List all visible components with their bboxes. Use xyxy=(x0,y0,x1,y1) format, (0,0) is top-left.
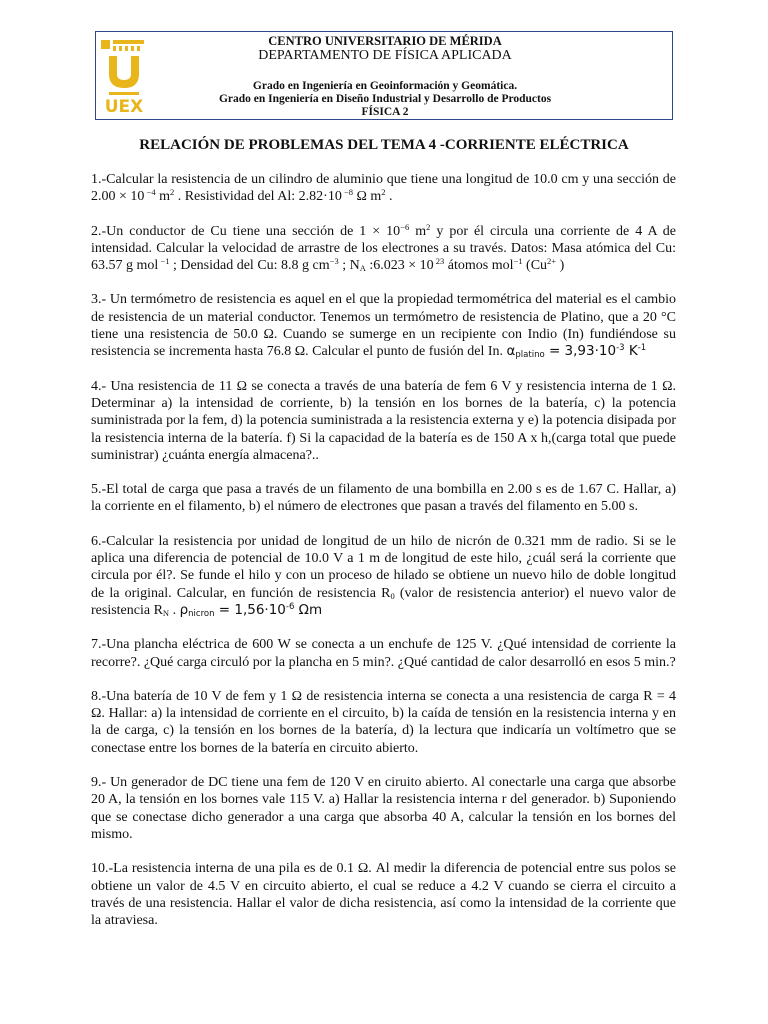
degree-line-2: Grado en Ingeniería en Diseño Industrial y Desarrollo de Productos xyxy=(218,93,552,105)
problem-1: 1.-Calcular la resistencia de un cilindro de aluminio que tiene una longitud de 10.0 cm y una sección de 2.00 × 10 $^{-4}$ $m^2$ . Resistividad del Al: 2.82·10 $^{-8}$ Ω $m^2$ . xyxy=(91,172,676,205)
department-name: DEPARTAMENTO DE FÍSICA APLICADA xyxy=(258,48,512,63)
problem-3: 3.- Un termómetro de resistencia es aquel en el que la propiedad termométrica del material es el cambio de resistencia de un material conductor. Tenemos un termómetro de resistencia de Platino, que a 20 °C tiene una resistencia de 50.0 Ω. Cuando se sumerge en un recipiente con Indio (In) fundiéndose su resistencia se incrementa hasta 76.8 Ω. Calcular el punto de fusión del In. $\alpha_{platino} = 3,93\cdot 10^{-3}$ $K^{-1}$ xyxy=(91,292,676,361)
problem-4: 4.- Una resistencia de 11 Ω se conecta a través de una batería de fem 6 V y resistencia interna de 1 Ω. Determinar a) la intensidad de corriente, b) la tensión en los bornes de la batería, c) la potencia suministrada por la fem, d) la potencia suministrada a la resistencia externa y e) la potencia disipada por la resistencia interna de la batería. f) Si la capacidad de la batería es de 150 A x h,(carga total que puede suministrar) ¿cuánta energía almacena?.. xyxy=(91,378,676,463)
document-title: RELACIÓN DE PROBLEMAS DEL TEMA 4 -CORRIENTE ELÉCTRICA xyxy=(139,137,629,153)
problem-10: 10.-La resistencia interna de una pila es de 0.1 Ω. Al medir la diferencia de potencial entre sus polos se obtiene un valor de 4.5 V en circuito abierto, el cual se reduce a 4.2 V cuando se cierra el circuito a través de una resistencia. Hallar el valor de dicha resistencia, así como la intensidad de la corriente que la atraviesa. xyxy=(91,861,676,929)
problem-7: 7.-Una plancha eléctrica de 600 W se conecta a un enchufe de 125 V. ¿Qué intensidad de corriente la recorre?. ¿Qué carga circuló por la plancha en 5 min?. ¿Qué cantidad de calor desarrolló en esos 5 min.? xyxy=(91,637,676,670)
degree-line-1: Grado en Ingeniería en Geoinformación y Geomática. xyxy=(252,80,518,92)
problem-8: 8.-Una batería de 10 V de fem y 1 Ω de resistencia interna se conecta a una resistencia de carga R = 4 Ω. Hallar: a) la intensidad de corriente en el circuito, b) la caída de tensión en la resistencia interna y en la de carga, c) la tensión en los bornes de la batería, d) la lectura que indicaría un voltímetro que se conectase entre los bornes de la batería en circuito abierto. xyxy=(91,688,676,756)
problem-6: 6.-Calcular la resistencia por unidad de longitud de un hilo de nicrón de 0.321 mm de radio. Si se le aplica una diferencia de potencial de 10.0 V a 1 m de longitud de este hilo, ¿cuál será la corriente que circula por él?. Se funde el hilo y con un proceso de hilado se obtiene un nuevo hilo de doble longitud de la original. Calcular, en función de resistencia $R_0$ (valor de resistencia anterior) el nuevo valor de resistencia $R_N$ . $\rho_{nicron} = 1,56\cdot 10^{-6}$ Ωm xyxy=(91,533,676,619)
logo-text: UEX xyxy=(104,97,144,114)
problem-list xyxy=(91,171,676,946)
problem-9: 9.- Un generador de DC tiene una fem de 120 V en ciruito abierto. Al conectarle una carga que absorbe 20 A, la tensión en los bornes vale 115 V. a) Hallar la resistencia interna r del generador. b) Suponiendo que se conectase dicho generador a una carga que absorba 40 A, calcular la tensión en los bornes del mismo. xyxy=(91,775,676,842)
problem-5: 5.-El total de carga que pasa a través de un filamento de una bombilla en 2.00 s es de 1.67 C. Hallar, a) la corriente en el filamento, b) el número de electrones que pasan a través del filamento en 5.00 s. xyxy=(91,482,676,515)
problem-2: 2.-Un conductor de Cu tiene una sección de $1 \times 10^{-6}$ $m^2$ y por él circula una corriente de 4 A de intensidad. Calcular la velocidad de arrastre de los electrones a su través. Datos: Masa atómica del Cu: 63.57 g mol $^{-1}$ ; Densidad del Cu: 8.8 g $cm^{-3}$ ; $N_A$ :6.023 × 10 $^{23}$ átomos mol$^{-1}$ ($Cu^{2+}$ ) xyxy=(91,221,676,274)
course-name: FÍSICA 2 xyxy=(361,106,409,118)
institution-name: CENTRO UNIVERSITARIO DE MÉRIDA xyxy=(268,34,502,48)
header-box xyxy=(95,31,673,120)
